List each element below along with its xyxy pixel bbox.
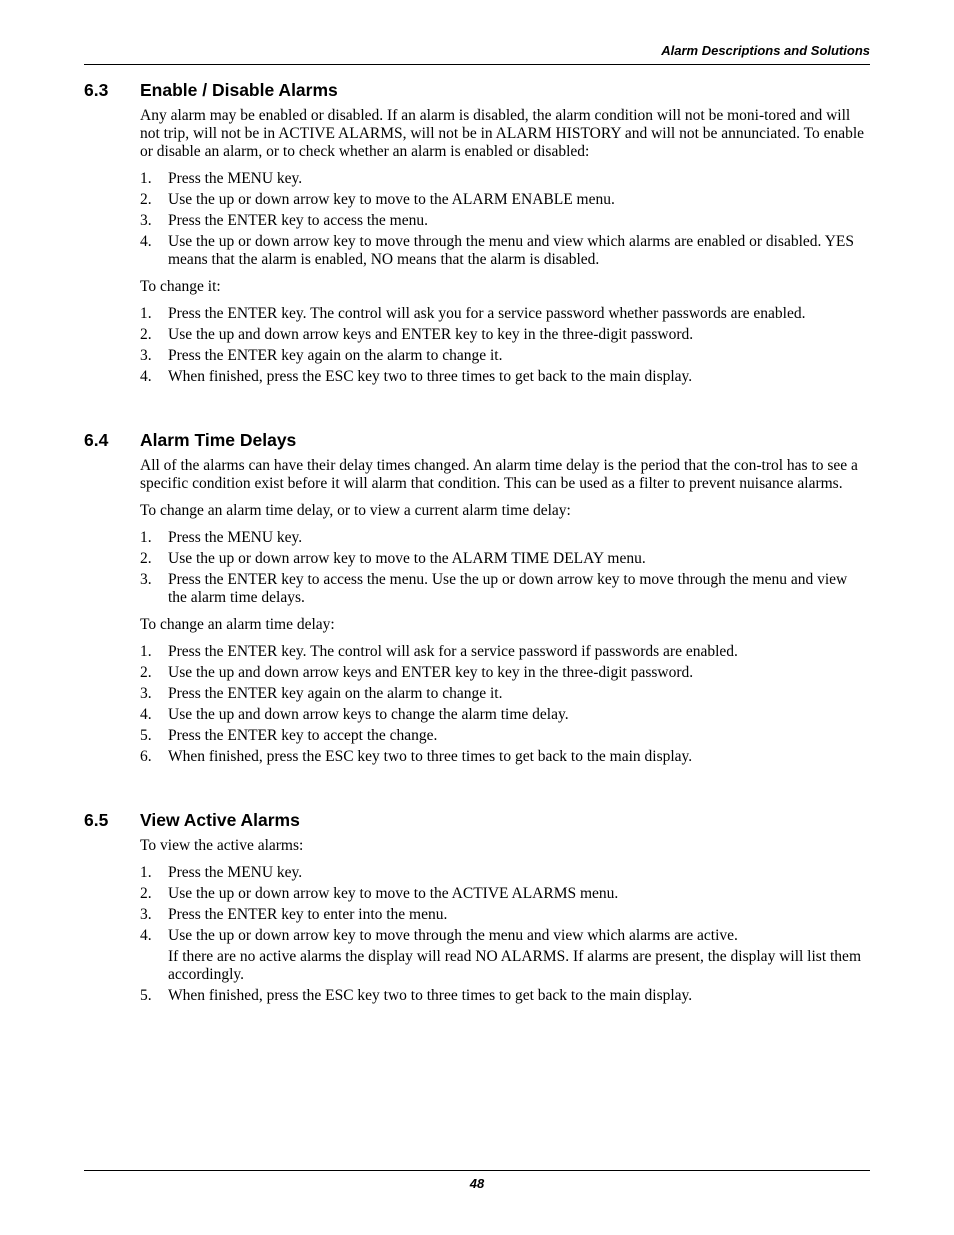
list-item: 2. Use the up or down arrow key to move to the ALARM ENABLE menu. xyxy=(140,191,615,208)
list-item: 2. Use the up or down arrow key to move to the ALARM TIME DELAY menu. xyxy=(140,550,646,567)
section-intro: All of the alarms can have their delay times changed. An alarm time delay is the period that the con-trol has to see a specific condition exist before it will alarm that condition. This can be used as a filter to prevent nuisance alarms. xyxy=(140,457,858,492)
section-intro-2: To change an alarm time delay, or to view a current alarm time delay: xyxy=(140,502,571,519)
list-item: 4. Use the up or down arrow key to move through the menu and view which alarms are active. If there are no active alarms the display will read NO ALARMS. If alarms are present, the display will list them accordingly. xyxy=(140,927,870,984)
change-label: To change it: xyxy=(140,278,221,295)
list-item: 1. Press the MENU key. xyxy=(140,864,303,881)
list-item: 4. When finished, press the ESC key two to three times to get back to the main display. xyxy=(140,368,693,385)
list-item: 5. When finished, press the ESC key two to three times to get back to the main display. xyxy=(140,987,693,1004)
list-item: 3. Press the ENTER key to access the menu. Use the up or down arrow key to move through the menu and view the alarm time delays. xyxy=(140,571,848,606)
section-intro: Any alarm may be enabled or disabled. If an alarm is disabled, the alarm condition will not be moni-tored and will not trip, will not be in ACTIVE ALARMS, will not be in ALARM HISTORY and will not be annunciated. To enable or disable an alarm, or to check whether an alarm is enabled or disabled: xyxy=(140,107,865,160)
page-number: 48 xyxy=(469,1176,485,1191)
section-number: 6.5 xyxy=(84,810,109,830)
list-item: 4. Use the up and down arrow keys to change the alarm time delay. xyxy=(140,706,569,723)
list-item: 3. Press the ENTER key to access the menu. xyxy=(140,212,428,229)
list-item: 1. Press the ENTER key. The control will ask you for a service password whether passwords are enabled. xyxy=(140,305,806,322)
list-item: 1. Press the MENU key. xyxy=(140,170,303,187)
list-item: 2. Use the up and down arrow keys and ENTER key to key in the three-digit password. xyxy=(140,664,694,681)
section-number: 6.3 xyxy=(84,80,109,100)
running-header-title: Alarm Descriptions and Solutions xyxy=(661,43,870,58)
change-steps-list xyxy=(140,305,870,386)
steps-list xyxy=(140,529,870,607)
list-item: 3. Press the ENTER key again on the alarm to change it. xyxy=(140,347,503,364)
steps-list xyxy=(140,170,870,269)
list-item: 6. When finished, press the ESC key two to three times to get back to the main display. xyxy=(140,748,693,765)
section-number: 6.4 xyxy=(84,430,109,450)
list-item: 2. Use the up and down arrow keys and ENTER key to key in the three-digit password. xyxy=(140,326,694,343)
section-heading xyxy=(84,809,870,831)
list-item: 2. Use the up or down arrow key to move to the ACTIVE ALARMS menu. xyxy=(140,885,619,902)
list-item: 5. Press the ENTER key to accept the change. xyxy=(140,727,438,744)
change-label: To change an alarm time delay: xyxy=(140,616,335,633)
list-item: 4. Use the up or down arrow key to move through the menu and view which alarms are enabled or disabled. YES means that the alarm is enabled, NO means that the alarm is disabled. xyxy=(140,233,854,268)
section-title: Alarm Time Delays xyxy=(140,430,297,450)
header-rule xyxy=(84,64,870,65)
list-item: 1. Press the MENU key. xyxy=(140,529,303,546)
step-note: If there are no active alarms the display will read NO ALARMS. If alarms are present, the display will list them accordingly. xyxy=(168,948,861,983)
section-alarm-time-delays xyxy=(84,429,870,775)
change-steps-list xyxy=(140,643,870,766)
footer-rule xyxy=(84,1170,870,1171)
section-title: Enable / Disable Alarms xyxy=(140,80,338,100)
list-item: 3. Press the ENTER key to enter into the menu. xyxy=(140,906,448,923)
section-enable-disable-alarms xyxy=(84,79,870,395)
list-item: 3. Press the ENTER key again on the alarm to change it. xyxy=(140,685,503,702)
steps-list xyxy=(140,864,870,1005)
section-heading xyxy=(84,79,870,101)
list-item: 1. Press the ENTER key. The control will ask for a service password if passwords are enabled. xyxy=(140,643,738,660)
section-view-active-alarms xyxy=(84,809,870,1014)
section-title: View Active Alarms xyxy=(140,810,300,830)
section-intro: To view the active alarms: xyxy=(140,837,304,854)
section-heading xyxy=(84,429,870,451)
